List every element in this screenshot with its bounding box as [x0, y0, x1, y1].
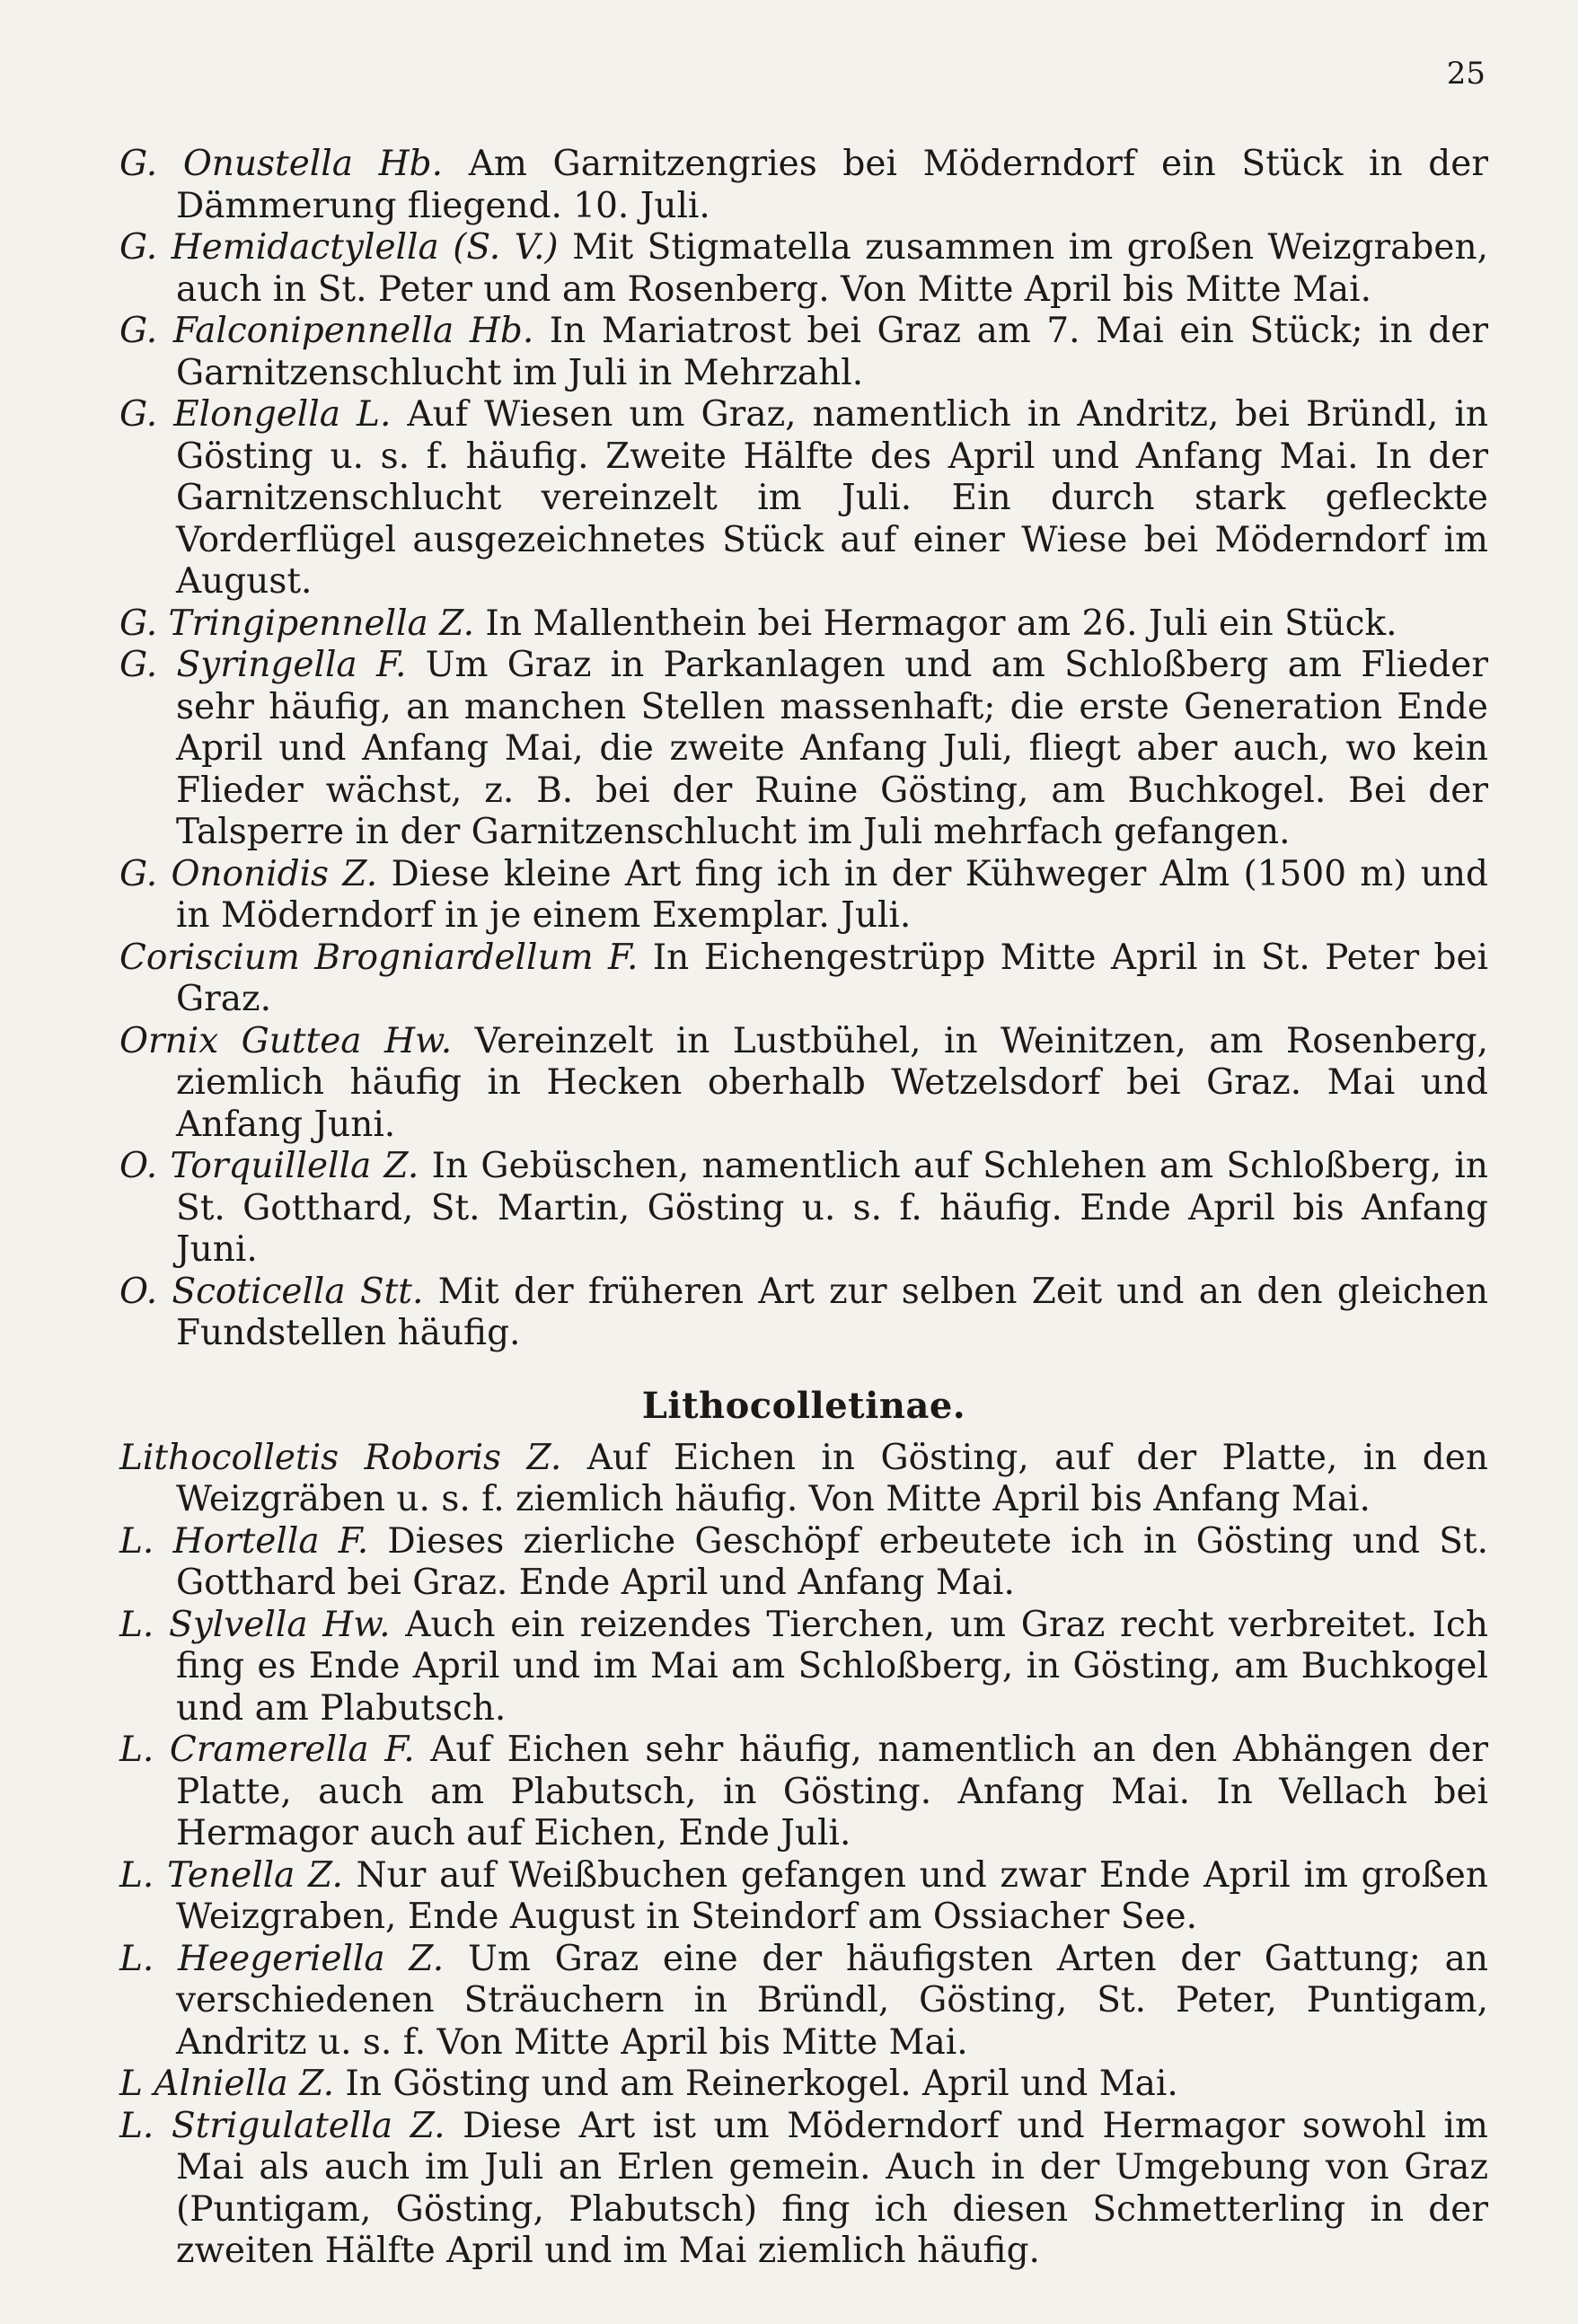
- species-text: Am Garnitzengries bei Möderndorf ein Stück in der Dämmerung fliegend. 10. Juli.: [176, 144, 1488, 226]
- species-name: L. Heegeriella Z.: [119, 1938, 445, 1979]
- species-entry: [119, 1438, 1488, 1521]
- species-entry: [119, 227, 1488, 311]
- species-name: G. Elongella L.: [119, 394, 392, 435]
- species-text: In Gösting und am Reinerkogel. April und Mai.: [345, 2064, 1178, 2104]
- species-name: O. Scoticella Stt.: [119, 1271, 424, 1312]
- page-content: [119, 144, 1488, 2273]
- species-entry: [119, 1146, 1488, 1272]
- species-text: Vereinzelt in Lustbühel, in Weinitzen, am Rosenberg, ziemlich häufig in Hecken oberhalb Wetzelsdorf bei Graz. Mai und Anfang Juni.: [176, 1020, 1489, 1145]
- species-name: L. Strigulatella Z.: [119, 2105, 445, 2146]
- species-text: Auch ein reizendes Tierchen, um Graz recht verbreitet. Ich fing es Ende April und im Mai am Schloßberg, in Gösting, am Buchkogel und am Plabutsch.: [176, 1604, 1488, 1729]
- species-name: G. Ononidis Z.: [119, 853, 378, 894]
- species-entry: [119, 1939, 1488, 2064]
- species-name: Ornix Guttea Hw.: [119, 1020, 453, 1061]
- species-entry: [119, 938, 1488, 1021]
- species-name: G. Hemidactylella (S. V.): [119, 227, 559, 268]
- species-text: In Eichengestrüpp Mitte April in St. Peter bei Graz.: [176, 937, 1488, 1019]
- species-name: Coriscium Brogniardellum F.: [119, 937, 639, 978]
- species-text: In Mariatrost bei Graz am 7. Mai ein Stück; in der Garnitzenschlucht im Juli in Mehrzahl.: [176, 311, 1488, 393]
- species-text: Nur auf Weißbuchen gefangen und zwar Ende April im großen Weizgraben, Ende August in Steindorf am Ossiacher See.: [176, 1854, 1488, 1937]
- species-text: Diese kleine Art fing ich in der Kühweger Alm (1500 m) und in Möderndorf in je einem Exemplar. Juli.: [176, 853, 1488, 936]
- species-entry: [119, 1730, 1488, 1855]
- species-text: Auf Eichen in Gösting, auf der Platte, in den Weizgräben u. s. f. ziemlich häufig. Von Mitte April bis Anfang Mai.: [176, 1437, 1488, 1519]
- species-text: In Mallenthein bei Hermagor am 26. Juli ein Stück.: [485, 603, 1397, 644]
- species-text: Mit der früheren Art zur selben Zeit und an den gleichen Fundstellen häufig.: [176, 1271, 1488, 1353]
- species-name: L. Cramerella F.: [119, 1730, 415, 1770]
- species-text: Um Graz eine der häufigsten Arten der Gattung; an verschiedenen Sträuchern in Bründl, Gösting, St. Peter, Puntigam, Andritz u. s. f. Von Mitte April bis Mitte Mai.: [176, 1938, 1488, 2063]
- species-text: Dieses zierliche Geschöpf erbeutete ich in Gösting und St. Gotthard bei Graz. Ende April und Anfang Mai.: [176, 1520, 1488, 1603]
- species-entry: [119, 311, 1488, 394]
- species-entry: [119, 144, 1488, 227]
- page-number: 25: [1446, 56, 1485, 92]
- species-name: G. Onustella Hb.: [119, 144, 444, 184]
- species-name: Lithocolletis Roboris Z.: [119, 1437, 562, 1478]
- species-entry: [119, 2064, 1488, 2106]
- species-entry: [119, 2106, 1488, 2273]
- species-name: G. Falconipennella Hb.: [119, 311, 534, 351]
- species-name: L Alniella Z.: [119, 2064, 335, 2104]
- species-entry: [119, 394, 1488, 603]
- species-text: In Gebüschen, namentlich auf Schlehen am Schloßberg, in St. Gotthard, St. Martin, Gösting u. s. f. häufig. Ende April bis Anfang Juni.: [176, 1146, 1488, 1270]
- section-heading: Lithocolletinae.: [641, 1384, 966, 1427]
- species-text: Diese Art ist um Möderndorf und Hermagor sowohl im Mai als auch im Juli an Erlen gemein. Auch in der Umgebung von Graz (Puntigam, Gösting, Plabutsch) fing ich diesen Schmetterling in der zweiten Hälfte April und im Mai ziemlich häufig.: [176, 2105, 1488, 2271]
- species-name: G. Syringella F.: [119, 645, 407, 685]
- species-entry: [119, 854, 1488, 938]
- species-name: L. Hortella F.: [119, 1520, 369, 1562]
- species-name: L. Tenella Z.: [119, 1854, 343, 1896]
- species-entry: [119, 1521, 1488, 1605]
- species-entry: [119, 1272, 1488, 1355]
- species-name: L. Sylvella Hw.: [119, 1604, 391, 1645]
- species-text: Um Graz in Parkanlagen und am Schloßberg am Flieder sehr häufig, an manchen Stellen massenhaft; die erste Generation Ende April und Anfang Mai, die zweite Anfang Juli, fliegt aber auch, wo kein Flieder wächst, z. B. bei der Ruine Gösting, am Buchkogel. Bei der Talsperre in der Garnitzenschlucht im Juli mehrfach gefangen.: [176, 645, 1488, 852]
- species-text: Auf Wiesen um Graz, namentlich in Andritz, bei Bründl, in Gösting u. s. f. häufig. Zweite Hälfte des April und Anfang Mai. In der Garnitzenschlucht vereinzelt im Juli. Ein durch stark gefleckte Vorderflügel ausgezeichnetes Stück auf einer Wiese bei Möderndorf im August.: [176, 394, 1488, 602]
- species-name: O. Torquillella Z.: [119, 1146, 419, 1186]
- species-text: Auf Eichen sehr häufig, namentlich an den Abhängen der Platte, auch am Plabutsch, in Gösting. Anfang Mai. In Vellach bei Hermagor auch auf Eichen, Ende Juli.: [176, 1730, 1488, 1853]
- species-entry: [119, 603, 1488, 646]
- species-name: G. Tringipennella Z.: [119, 603, 475, 644]
- species-entry: [119, 1605, 1488, 1730]
- species-text: Mit Stigmatella zusammen im großen Weizgraben, auch in St. Peter und am Rosenberg. Von Mitte April bis Mitte Mai.: [176, 227, 1488, 310]
- species-entry: [119, 1021, 1488, 1147]
- species-entry: [119, 645, 1488, 854]
- species-entry: [119, 1855, 1488, 1939]
